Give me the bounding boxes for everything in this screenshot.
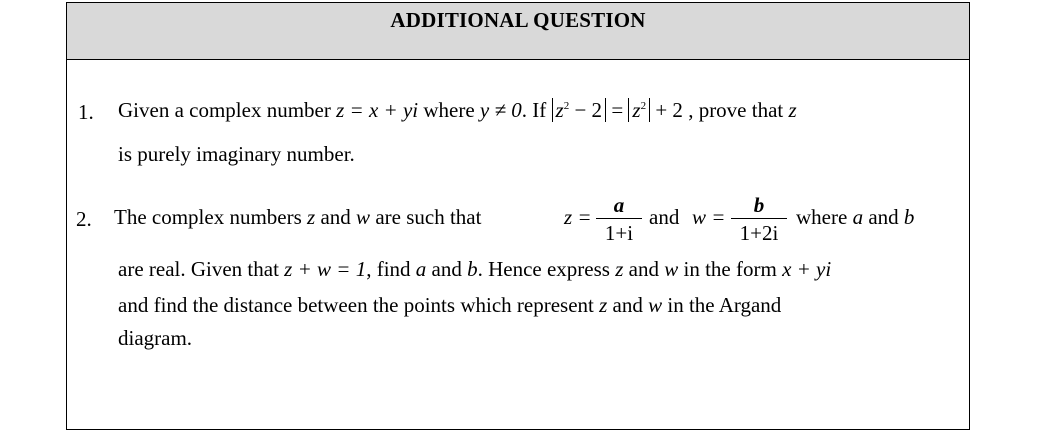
- question-2-number: 2.: [76, 207, 92, 231]
- text: where: [796, 205, 853, 229]
- math-var: z: [599, 293, 608, 317]
- math-var: a: [415, 257, 427, 281]
- math-var: w: [648, 293, 663, 317]
- abs-expression-right: [628, 98, 650, 122]
- text: and: [426, 257, 468, 281]
- math-var: a: [852, 205, 864, 229]
- question-2-line-1a: [114, 207, 481, 228]
- text: are real. Given that: [118, 257, 285, 281]
- math-var: z: [788, 98, 797, 122]
- text: Given a complex number: [118, 98, 337, 122]
- fraction-numerator: a: [613, 193, 625, 217]
- text: . If: [521, 98, 552, 122]
- math-var: z: [615, 257, 624, 281]
- math-var: w: [356, 205, 371, 229]
- question-1-line-1: [118, 100, 797, 121]
- text: in the form: [678, 257, 783, 281]
- exponent: 2: [640, 100, 647, 112]
- math-var: z: [632, 98, 641, 122]
- abs-expression-left: [552, 98, 607, 122]
- fraction-bar: [596, 218, 642, 219]
- question-2-line-4: diagram.: [118, 326, 193, 350]
- question-2-line-1b: [796, 207, 914, 228]
- fraction-denominator: 1+2i: [739, 221, 779, 245]
- exponent: 2: [563, 100, 570, 112]
- text: The complex numbers: [114, 205, 308, 229]
- page-title: ADDITIONAL QUESTION: [390, 8, 646, 32]
- math-var: z: [307, 205, 316, 229]
- text: are such that: [370, 205, 482, 229]
- and-text: and: [649, 205, 680, 229]
- fraction-bar: [731, 218, 787, 219]
- text: in the Argand: [662, 293, 782, 317]
- math-expression: z = x + yi: [336, 98, 419, 122]
- math-expression: z + w = 1: [284, 257, 367, 281]
- fraction-numerator: b: [753, 193, 765, 217]
- text: and find the distance between the points which represent: [118, 293, 600, 317]
- math-var: z: [555, 98, 564, 122]
- math-expression: x + yi: [782, 257, 832, 281]
- text: and: [315, 205, 357, 229]
- math-term: − 2: [569, 98, 603, 122]
- question-2-line-3: [118, 295, 781, 316]
- text: and: [607, 293, 649, 317]
- question-2-line-2: [118, 259, 831, 280]
- math-condition: y ≠ 0: [479, 98, 522, 122]
- math-term: + 2: [650, 98, 683, 122]
- text: where: [418, 98, 480, 122]
- text: . Hence express: [477, 257, 616, 281]
- text: and: [863, 205, 904, 229]
- text: , find: [366, 257, 416, 281]
- question-1-line-2: is purely imaginary number.: [118, 142, 355, 166]
- z-equals: z =: [564, 205, 592, 229]
- math-var: b: [903, 205, 915, 229]
- text: , prove that: [682, 98, 789, 122]
- fraction-b-over-1-plus-2i: [731, 193, 787, 245]
- equals-sign: =: [606, 98, 629, 122]
- fraction-denominator: 1+i: [604, 221, 634, 245]
- math-var: w: [664, 257, 679, 281]
- question-1-number: 1.: [78, 100, 94, 124]
- text: and: [623, 257, 665, 281]
- header-bar: [67, 3, 969, 60]
- math-var: b: [467, 257, 478, 281]
- fraction-a-over-1-plus-i: [596, 193, 642, 245]
- w-equals: w =: [692, 205, 726, 229]
